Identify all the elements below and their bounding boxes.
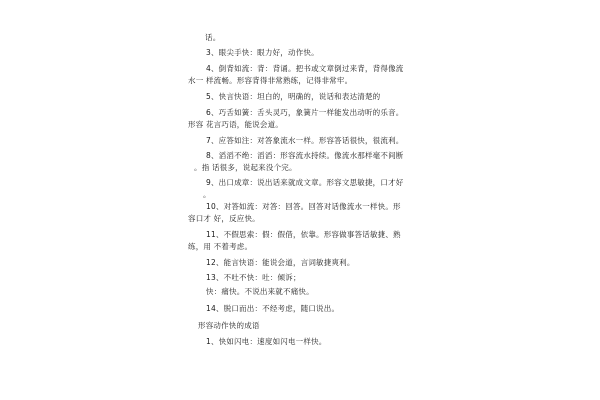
text-line: 。 bbox=[203, 190, 211, 199]
text-line: 容口才 好，反应快。 bbox=[188, 214, 260, 223]
text-line: 7、应答如注：对答象流水一样。形容答话很快，很流利。 bbox=[206, 136, 404, 145]
section-heading: 形容动作快的成语 bbox=[198, 321, 260, 330]
text-line: 快：痛快。不说出来就不痛快。 bbox=[206, 287, 314, 296]
text-line: 练，用 不着考虑。 bbox=[188, 242, 253, 251]
text-line: 形容 花言巧语，能说会道。 bbox=[188, 120, 283, 129]
text-line: 水一 样流畅。形容背得非常熟练，记得非常牢。 bbox=[188, 76, 353, 85]
text-line: 5、快言快语：坦白的，明确的，说话和表达清楚的 bbox=[206, 92, 381, 101]
text-line: 8、滔滔不绝：滔滔：形容流水持续。像流水那样毫不间断 bbox=[206, 151, 404, 160]
text-line: 6、巧舌如簧：舌头灵巧，象簧片一样能发出动听的乐音。 bbox=[206, 108, 404, 117]
text-line: 3、眼尖手快：眼力好，动作快。 bbox=[206, 48, 319, 57]
text-line: 11、不假思索：假：假借，依靠。形容做事答话敏捷、熟 bbox=[206, 230, 401, 239]
text-line: 14、脱口而出：不经考虑，随口说出。 bbox=[206, 304, 340, 313]
text-line: 9、出口成章：说出话来就成文章。形容文思敏捷，口才好 bbox=[206, 178, 404, 187]
text-line: 4、倒背如流：背：背诵。把书或文章倒过来背，背得像流 bbox=[206, 64, 404, 73]
text-line: 10、对答如流：对答：回答。回答对话像流水一样快。形 bbox=[206, 202, 401, 211]
text-line: 1、快如闪电：速度如闪电一样快。 bbox=[206, 337, 327, 346]
text-line: 13、不吐不快：吐：倾诉； bbox=[206, 273, 301, 282]
text-line: 话。 bbox=[205, 33, 221, 42]
text-line: 。指 话很多，说起来没个完。 bbox=[194, 163, 297, 172]
text-line: 12、能言快语：能说会道，言词敏捷爽利。 bbox=[206, 258, 355, 267]
